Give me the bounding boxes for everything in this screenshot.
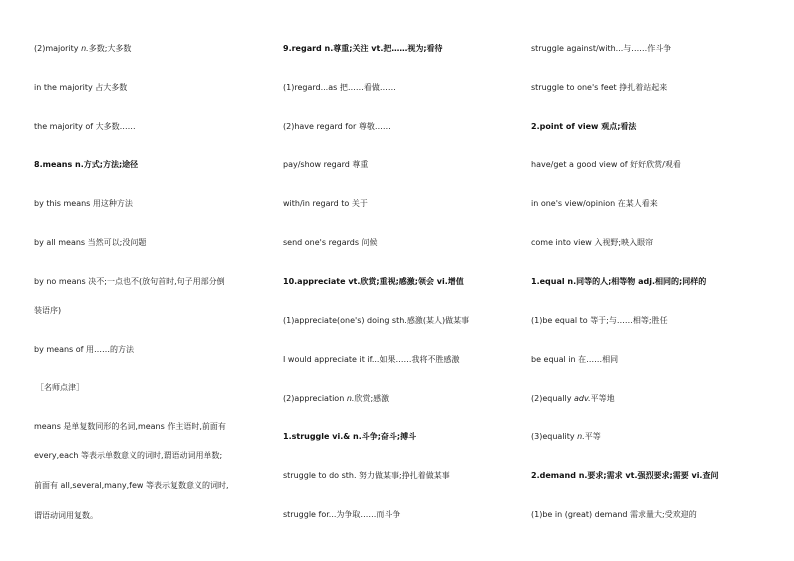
text-line: by this means 用这种方法 [34,199,133,208]
text-line: (1)regard...as 把……看做…… [283,83,396,92]
text-line: by no means 决不;一点也不(放句首时,句子用部分倒 [34,277,225,286]
entry-heading: 9.regard n.尊重;关注 vt.把……视为;看待 [283,44,443,53]
text-line: 谓语动词用复数。 [34,511,98,520]
text-line: by all means 当然可以;没问题 [34,238,147,247]
text-line: by means of 用……的方法 [34,345,135,354]
note-heading: ［名师点津］ [36,383,84,392]
text-line: means 是单复数同形的名词,means 作主语时,前面有 [34,422,226,431]
text-line: in one's view/opinion 在某人看来 [531,199,658,208]
text-line: (1)be equal to 等于;与……相等;胜任 [531,316,668,325]
text-line: struggle against/with...与……作斗争 [531,44,672,53]
text-line: with/in regard to 关于 [283,199,368,208]
text-line: have/get a good view of 好好欣赏/观看 [531,160,681,169]
text-line: (1)be in (great) demand 需求量大;受欢迎的 [531,510,697,519]
text-line: pay/show regard 尊重 [283,160,369,169]
text-line: I would appreciate it if...如果……我将不胜感激 [283,355,460,364]
text-line: (1)appreciate(one's) doing sth.感激(某人)做某事 [283,316,470,325]
text-segment: 平等地 [590,394,615,403]
entry-heading: 10.appreciate vt.欣赏;重视;感激;领会 vi.增值 [283,277,464,286]
entry-heading: 8.means n.方式;方法;途径 [34,160,139,169]
pos-label: n. [81,44,89,53]
text-line: struggle for...为争取……而斗争 [283,510,401,519]
pos-label: adv. [574,394,591,403]
text-segment: 平等 [584,432,601,441]
pos-label: n. [346,394,355,403]
text-line: in the majority 占大多数 [34,83,128,92]
text-segment: (2)appreciation [283,394,347,403]
text-segment: 欣赏;感激 [354,394,390,403]
text-segment: (3)equality [531,432,578,441]
text-line [283,393,389,405]
text-line [531,431,601,443]
text-segment: (2)equally [531,394,575,403]
text-line: (2)have regard for 尊敬…… [283,122,391,131]
text-line: 装语序) [34,306,62,315]
text-segment: (2)majority [34,44,82,53]
entry-heading: 2.point of view 观点;看法 [531,122,637,131]
text-line: every,each 等表示单数意义的词时,谓语动词用单数; [34,451,223,460]
text-segment: 多数;大多数 [88,44,132,53]
text-line: send one's regards 问候 [283,238,378,247]
entry-heading: 1.equal n.同等的人;相等物 adj.相同的;同样的 [531,277,707,286]
text-line: struggle to one's feet 挣扎着站起来 [531,83,668,92]
text-line [34,43,131,55]
pos-label: n. [577,432,585,441]
text-line [531,393,615,405]
text-line: the majority of 大多数…… [34,122,136,131]
text-line: struggle to do sth. 努力做某事;挣扎着做某事 [283,471,450,480]
text-line: be equal in 在……相同 [531,355,619,364]
entry-heading: 2.demand n.要求;需求 vt.强烈要求;需要 vi.查问 [531,471,719,480]
text-line: come into view 入视野;映入眼帘 [531,238,654,247]
text-line: 前面有 all,several,many,few 等表示复数意义的词时, [34,481,229,490]
entry-heading: 1.struggle vi.& n.斗争;奋斗;搏斗 [283,432,417,441]
